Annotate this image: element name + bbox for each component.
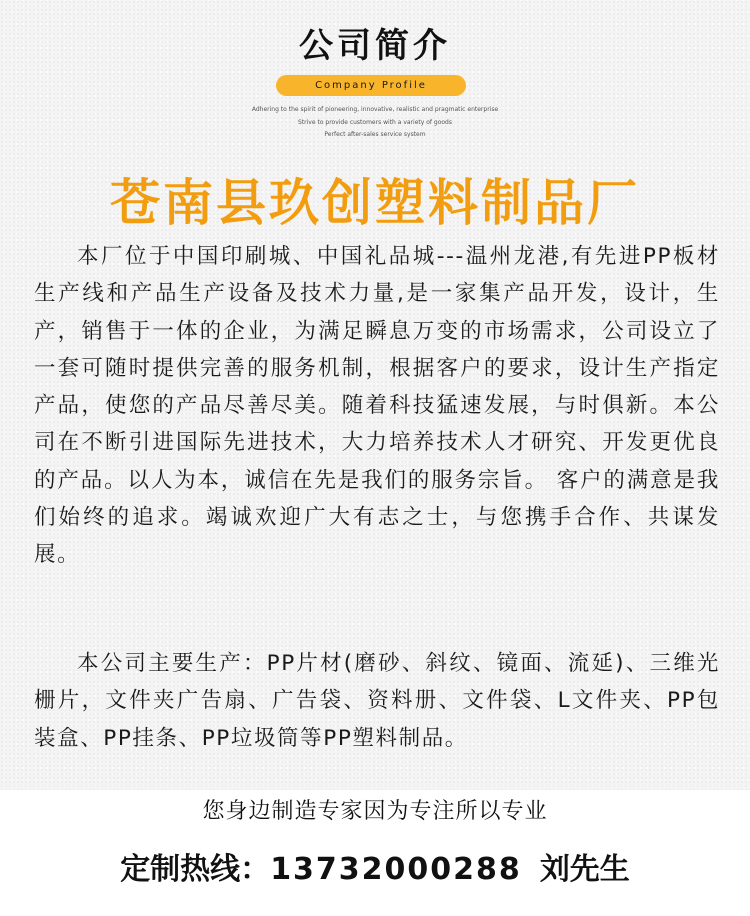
subtitle-badge: Company Profile bbox=[276, 75, 466, 96]
hotline bbox=[0, 844, 750, 888]
slogan: 您身边制造专家因为专注所以专业 bbox=[202, 799, 548, 824]
phone-number: 13732000288 bbox=[270, 852, 522, 887]
company-name: 苍南县玖创塑料制品厂 bbox=[110, 174, 640, 232]
hotline-label: 定制热线： bbox=[120, 852, 271, 887]
contact-name: 刘先生 bbox=[539, 852, 630, 887]
intro-paragraph: 本厂位于中国印刷城、中国礼品城---温州龙港,有先进PP板材生产线和产品生产设备及技术力量,是一家集产品开发，设计，生产，销售于一体的企业，为满足瞬息万变的市场需求，公司设立了一套可随时提供完善的服务机制，根据客户的要求，设计生产指定产品，使您的产品尽善尽美。随着科技猛速发展，与时俱新。本公司在不断引进国际先进技术，大力培养技术人才研究、开发更优良的产品。以人为本，诚信在先是我们的服务宗旨。 客户的满意是我们始终的追求。竭诚欢迎广大有志之士，与您携手合作、共谋发展。 bbox=[34, 244, 720, 568]
motto-line-1: Adhering to the spirit of pioneering, innovative, realistic and pragmatic enterprise bbox=[251, 106, 499, 113]
products-paragraph: 本公司主要生产：PP片材(磨砂、斜纹、镜面、流延)、三维光栅片，文件夹广告扇、广告袋、资料册、文件袋、L文件夹、PP包装盒、PP挂条、PP垃圾筒等PP塑料制品。 bbox=[34, 651, 720, 751]
page-title: 公司简介 bbox=[299, 26, 451, 66]
motto-line-2: Strive to provide customers with a variety of goods bbox=[298, 119, 452, 126]
motto-line-3: Perfect after-sales service system bbox=[324, 131, 426, 138]
